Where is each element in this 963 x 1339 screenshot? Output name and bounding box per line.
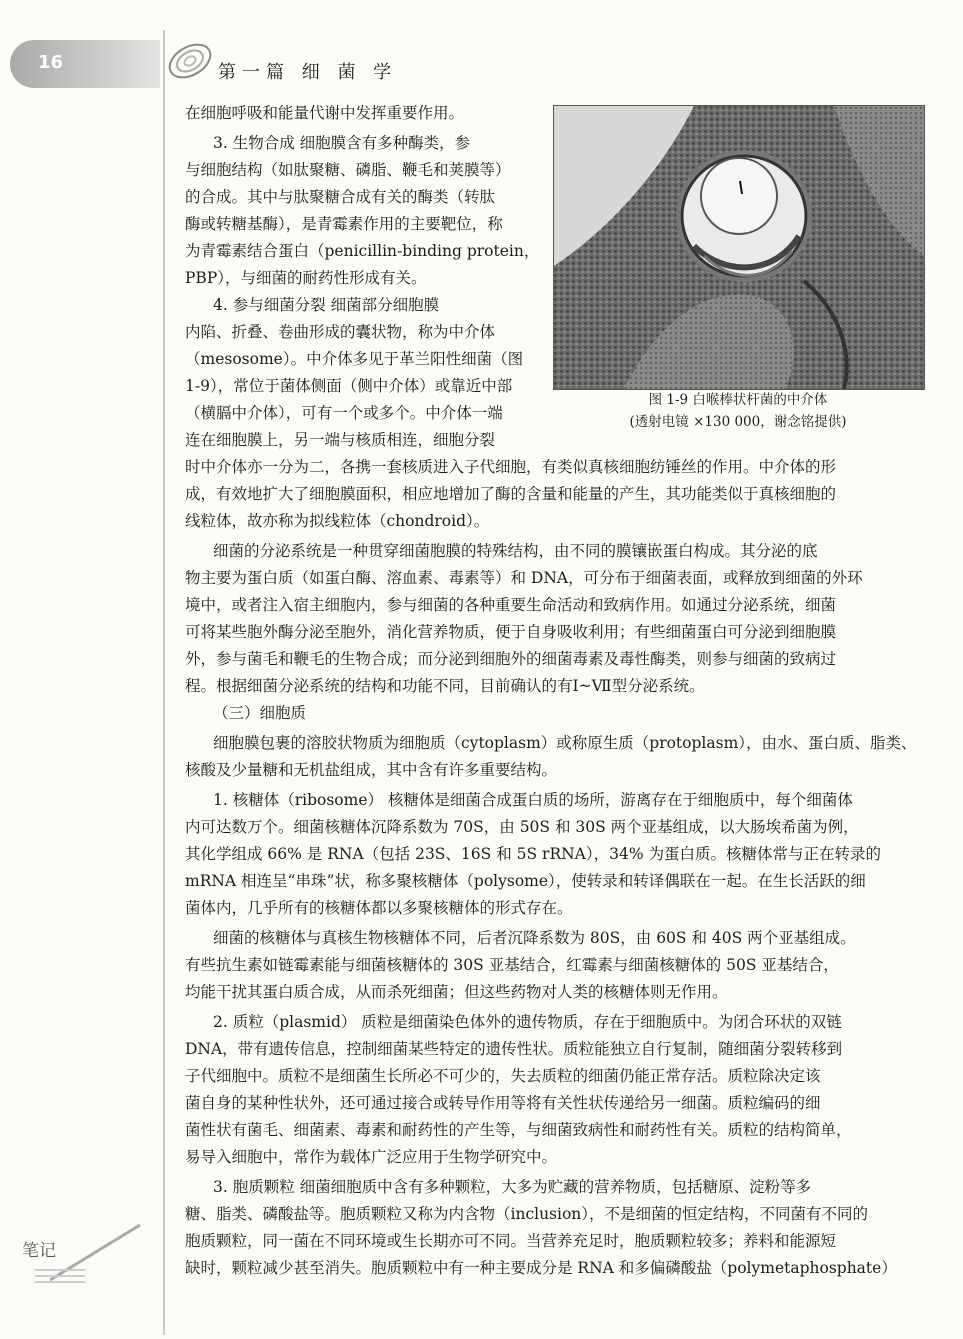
text-line: 内可达数万个。细菌核糖体沉降系数为 70S，由 50S 和 30S 两个亚基组成，以大肠埃希菌为例， <box>185 818 859 836</box>
text-line: （mesosome）。中介体多见于革兰阳性细菌（图 <box>185 350 524 368</box>
text-line: 线粒体，故亦称为拟线粒体（chondroid）。 <box>185 512 490 530</box>
micrograph-figure <box>553 105 925 390</box>
text-line: 2. 质粒（plasmid） 质粒是细菌染色体外的遗传物质，存在于细胞质中。为闭合环状的双链 <box>213 1013 842 1031</box>
text-line: 核酸及少量糖和无机盐组成，其中含有许多重要结构。 <box>185 761 558 779</box>
chapter-title: 第一篇 细 菌 学 <box>218 62 398 83</box>
text-line: 细菌的分泌系统是一种贯穿细菌胞膜的特殊结构，由不同的膜镶嵌蛋白构成。其分泌的底 <box>213 542 818 560</box>
text-line: 的合成。其中与肽聚糖合成有关的酶类（转肽 <box>185 188 496 206</box>
text-line: 可将某些胞外酶分泌至胞外，消化营养物质，便于自身吸收利用；有些细菌蛋白可分泌到细胞膜 <box>185 623 837 641</box>
text-line: 连在细胞膜上，另一端与核质相连，细胞分裂 <box>185 431 496 449</box>
text-line: DNA，带有遗传信息，控制细菌某些特定的遗传性状。质粒能独立自行复制，随细菌分裂转移到 <box>185 1040 843 1058</box>
text-line: 在细胞呼吸和能量代谢中发挥重要作用。 <box>185 104 465 122</box>
text-line: 外，参与菌毛和鞭毛的生物合成；而分泌到细胞外的细菌毒素及毒性酶类，则参与细菌的致病过 <box>185 650 837 668</box>
page-number: 16 <box>38 52 64 73</box>
text-line: 菌自身的某种性状外，还可通过接合或转导作用等将有关性状传递给另一细菌。质粒编码的细 <box>185 1094 821 1112</box>
micrograph-image <box>554 106 924 389</box>
figure-title: 图 1-9 白喉棒状杆菌的中介体 <box>648 392 828 408</box>
text-line: 易导入细胞中，常作为载体广泛应用于生物学研究中。 <box>185 1148 558 1166</box>
text-line: 菌性状有菌毛、细菌素、毒素和耐药性的产生等，与细菌致病性和耐药性有关。质粒的结构简单， <box>185 1121 852 1139</box>
text-line: 为青霉素结合蛋白（penicillin-binding protein， <box>185 242 540 260</box>
text-line: 境中，或者注入宿主细胞内，参与细菌的各种重要生命活动和致病作用。如通过分泌系统，细菌 <box>185 596 837 614</box>
text-line: 细胞膜包裹的溶胶状物质为细胞质（cytoplasm）或称原生质（protoplasm），由水、蛋白质、脂类、 <box>213 734 917 752</box>
text-line: 4. 参与细菌分裂 细菌部分细胞膜 <box>213 296 440 314</box>
notes-label: 笔记 <box>22 1241 56 1261</box>
text-line: mRNA 相连呈“串珠”状，称多聚核糖体（polysome），使转录和转译偶联在一起。在生长活跃的细 <box>185 872 866 890</box>
swirl-icon <box>160 36 220 86</box>
text-line: 酶或转糖基酶），是青霉素作用的主要靶位，称 <box>185 215 503 233</box>
text-line: 内陷、折叠、卷曲形成的囊状物，称为中介体 <box>185 323 496 341</box>
text-line: 有些抗生素如链霉素能与细菌核糖体的 30S 亚基结合，红霉素与细菌核糖体的 50S 亚基结合， <box>185 956 839 974</box>
text-line: 糖、脂类、磷酸盐等。胞质颗粒又称为内含物（inclusion），不是细菌的恒定结构，不同菌有不同的 <box>185 1205 869 1223</box>
text-line: 3. 胞质颗粒 细菌细胞质中含有多种颗粒，大多为贮藏的营养物质，包括糖原、淀粉等多 <box>213 1178 812 1196</box>
text-line: 时中介体亦一分为二，各携一套核质进入子代细胞，有类似真核细胞纺锤丝的作用。中介体的形 <box>185 458 837 476</box>
margin-rule <box>163 30 165 1335</box>
figure-credit: (透射电镜 ×130 000，谢念铭提供) <box>629 414 847 430</box>
text-line: 程。根据细菌分泌系统的结构和功能不同，目前确认的有Ⅰ~Ⅶ型分泌系统。 <box>185 677 705 695</box>
text-line: 成，有效地扩大了细胞膜面积，相应地增加了酶的含量和能量的产生，其功能类似于真核细胞的 <box>185 485 837 503</box>
section-heading: （三）细胞质 <box>213 704 307 722</box>
text-line: 均能干扰其蛋白质合成，从而杀死细菌；但这些药物对人类的核糖体则无作用。 <box>185 983 728 1001</box>
text-line: PBP），与细菌的耐药性形成有关。 <box>185 269 427 287</box>
text-line: （横膈中介体），可有一个或多个。中介体一端 <box>185 404 503 422</box>
text-line: 缺时，颗粒减少甚至消失。胞质颗粒中有一种主要成分是 RNA 和多偏磷酸盐（polymetaphosphate） <box>185 1259 897 1277</box>
text-line: 细菌的核糖体与真核生物核糖体不同，后者沉降系数为 80S，由 60S 和 40S 两个亚基组成。 <box>213 929 856 947</box>
text-line: 其化学组成 66% 是 RNA（包括 23S、16S 和 5S rRNA），34% 为蛋白质。核糖体常与正在转录的 <box>185 845 881 863</box>
text-line: 1. 核糖体（ribosome） 核糖体是细菌合成蛋白质的场所，游离存在于细胞质中，每个细菌体 <box>213 791 853 809</box>
text-line: 与细胞结构（如肽聚糖、磷脂、鞭毛和荚膜等） <box>185 161 511 179</box>
text-line: 3. 生物合成 细胞膜含有多种酶类，参 <box>213 134 471 152</box>
text-line: 子代细胞中。质粒不是细菌生长所必不可少的，失去质粒的细菌仍能正常存活。质粒除决定该 <box>185 1067 821 1085</box>
text-line: 物主要为蛋白质（如蛋白酶、溶血素、毒素等）和 DNA，可分布于细菌表面，或释放到细菌的外环 <box>185 569 863 587</box>
page-tab <box>10 40 160 88</box>
text-line: 胞质颗粒，同一菌在不同环境或生长期亦可不同。当营养充足时，胞质颗粒较多；养料和能源短 <box>185 1232 837 1250</box>
text-line: 菌体内，几乎所有的核糖体都以多聚核糖体的形式存在。 <box>185 899 573 917</box>
text-line: 1-9），常位于菌体侧面（侧中介体）或靠近中部 <box>185 377 513 395</box>
